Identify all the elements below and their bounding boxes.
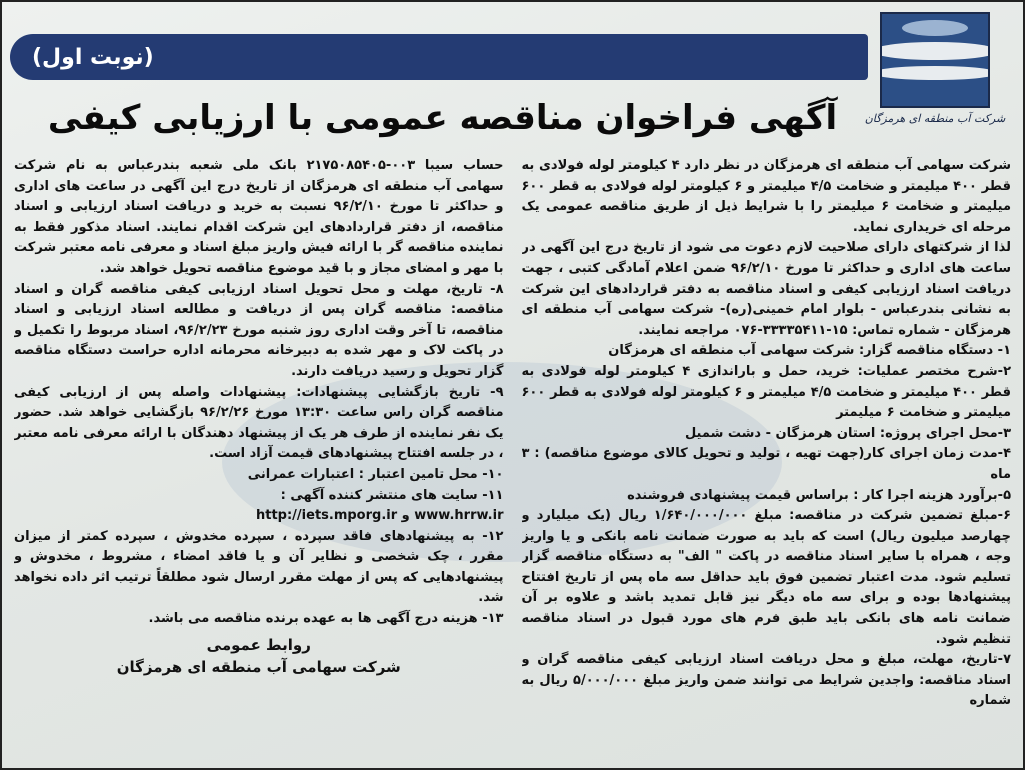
item-13: ۱۳- هزینه درج آگهی ها به عهده برنده مناقصه می باشد. xyxy=(148,611,504,627)
invitation-paragraph: لذا از شرکتهای دارای صلاحیت لازم دعوت می شود از تاریخ درج این آگهی در ساعت های اداری و حداکثر تا مورخ ۹۶/۲/۱۰ ضمن اعلام آمادگی کتبی ، جهت دریافت اسناد ارزیابی کیفی و اسناد مناقصه به دفتر قراردادهای این شرکت به نشانی بندرعباس - بلوار امام خمینی(ره)- شرکت سهامی آب منطقه ای هرمزگان - شماره تماس: ۱۵-۳۳۳۳۵۴۱۱-۰۷۶ مراجعه نمایند. xyxy=(521,240,1011,338)
item-12: ۱۲- به پیشنهادهای فاقد سپرده ، سپرده مخدوش ، سپرده کمتر از میزان مقرر ، چک شخصی و نظایر آن و یا فاقد امضاء ، مشروط ، مخدوش و پیشنهادهایی که پس از مهلت مقرر ارسال شود مطلقاً ترتیب اثر داده نخواهد شد. xyxy=(14,528,504,606)
item-7: ۷-تاریخ، مهلت، مبلغ و محل دریافت اسناد ارزیابی کیفی مناقصه گران و اسناد مناقصه: واجدین شرایط می توانند ضمن واریز مبلغ ۵/۰۰۰/۰۰۰ ریال به شماره xyxy=(521,652,1011,709)
signature-company: شرکت سهامی آب منطقه ای هرمزگان xyxy=(116,657,401,676)
signature-block xyxy=(14,634,504,678)
item-3: ۳-محل اجرای پروژه: استان هرمزگان - دشت شمیل xyxy=(684,425,1011,441)
item-5: ۵-برآورد هزینه اجرا کار : براساس قیمت پیشنهادی فروشنده xyxy=(627,487,1011,503)
right-column xyxy=(522,156,1012,762)
round-badge xyxy=(10,34,868,80)
company-logo xyxy=(855,12,1015,148)
item-8: ۸- تاریخ، مهلت و محل تحویل اسناد ارزیابی کیفی مناقصه گران و اسناد مناقصه: مناقصه گران پس از دریافت و مطالعه اسناد ارزیابی و اسناد مناقصه، تا آخر وقت اداری روز شنبه مورخ ۹۶/۲/۲۳، اسناد مربوط را تکمیل و در پاکت لاک و مهر شده به دبیرخانه محرمانه اداره حراست دستگاه مناقصه گزار تحویل و رسید دریافت دارند. xyxy=(14,281,504,379)
item-6: ۶-مبلغ تضمین شرکت در مناقصه: مبلغ ۱/۶۴۰/۰۰۰/۰۰۰ ریال (یک میلیارد و چهارصد میلیون ریال) است که باید به صورت ضمانت نامه بانکی و یا واریز وجه ، همراه با سایر اسناد مناقصه در پاکت " الف" به دستگاه مناقصه گزار تسلیم شود. مدت اعتبار تضمین فوق باید حداقل سه ماه پس از تاریخ افتتاح پیشنهادها بوده و برای سه ماه دیگر نیز قابل تمدید باشد و علاوه بر آن ضمانت نامه های بانکی باید طبق فرم های مورد قبول در اسناد مناقصه تنظیم شود. xyxy=(521,508,1011,647)
left-column xyxy=(14,156,504,762)
item-4: ۴-مدت زمان اجرای کار(جهت تهیه ، تولید و تحویل کالای موضوع مناقصه) : ۳ ماه xyxy=(521,446,1011,482)
water-wave-logo-icon xyxy=(880,12,990,108)
item-10: ۱۰- محل تامین اعتبار : اعتبارات عمرانی xyxy=(247,466,504,482)
item-2: ۲-شرح مختصر عملیات: خرید، حمل و باراندازی ۴ کیلومتر لوله فولادی به قطر ۴۰۰ میلیمتر و ضخامت ۴/۵ میلیمتر و ۶ کیلومتر لوله فولادی به قطر ۶۰۰ میلیمتر و ضخامت ۶ میلیمتر xyxy=(521,363,1011,421)
round-label: (نوبت اول) xyxy=(32,44,154,70)
item-1: ۱- دستگاه مناقصه گزار: شرکت سهامی آب منطقه ای هرمزگان xyxy=(608,343,1011,359)
account-paragraph: حساب سیبا ۰۰۳-۲۱۷۵۰۸۵۴۰۵ بانک ملی شعبه بندرعباس به نام شرکت سهامی آب منطقه ای هرمزگان از تاریخ درج این آگهی در ساعت های اداری و حداکثر تا مورخ ۹۶/۲/۱۰ نسبت به خرید و دریافت اسناد ارزیابی و اسناد مناقصه، از دفتر قراردادهای این شرکت اقدام نمایند. اسناد مذکور فقط به نماینده مناقصه گر با ارائه فیش واریز مبلغ اسناد و معرفی نامه معتبر شرکت با مهر و امضای مجاز و با قید موضوع مناقصه تحویل خواهد شد. xyxy=(14,158,504,276)
intro-paragraph: شرکت سهامی آب منطقه ای هرمزگان در نظر دارد ۴ کیلومتر لوله فولادی به قطر ۴۰۰ میلیمتر و ضخامت ۴/۵ میلیمتر و ۶ کیلومتر لوله فولادی به قطر ۶۰۰ میلیمتر و ضخامت ۶ میلیمتر را با شرایط ذیل از طریق مناقصه عمومی یک مرحله ای خریداری نماید. xyxy=(521,158,1011,235)
sites-links[interactable]: http://iets.mporg.ir و www.hrrw.ir xyxy=(255,508,504,524)
body-columns xyxy=(14,156,1011,762)
item-11: ۱۱- سایت های منتشر کننده آگهی : xyxy=(280,487,504,503)
logo-text: شرکت آب منطقه ای هرمزگان xyxy=(864,112,1006,125)
item-9: ۹- تاریخ بازگشایی پیشنهادات: پیشنهادات واصله پس از ارزیابی کیفی مناقصه گران راس ساعت ۱۳:۳۰ مورخ ۹۶/۲/۲۶ بازگشایی خواهد شد. حضور یک نفر نماینده از طرف هر یک از پیشنهاد دهندگان با ارائه معرفی نامه معتبر ، در جلسه افتتاح پیشنهادهای قیمت آزاد است. xyxy=(14,384,504,462)
header xyxy=(2,2,1023,152)
sites-line xyxy=(14,506,504,527)
page-title: آگهی فراخوان مناقصه عمومی با ارزیابی کیفی xyxy=(47,98,838,138)
signature-public-relations: روابط عمومی xyxy=(206,635,311,654)
